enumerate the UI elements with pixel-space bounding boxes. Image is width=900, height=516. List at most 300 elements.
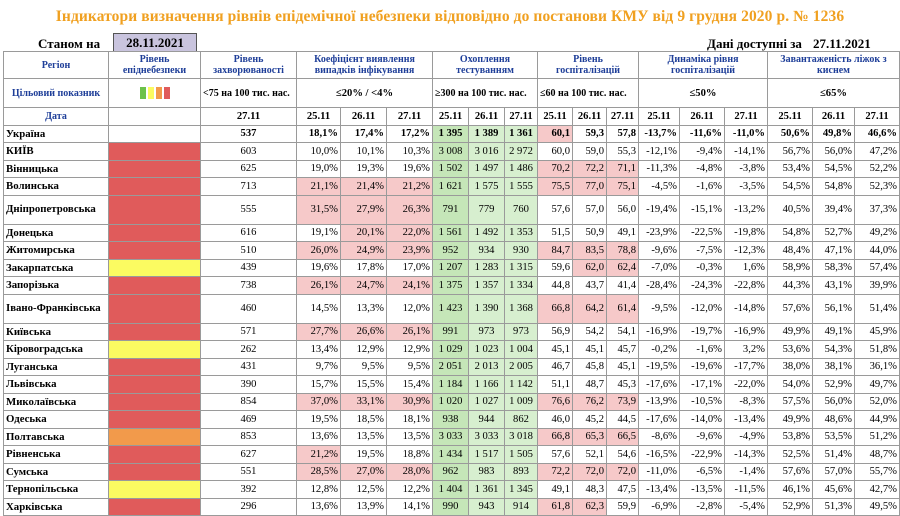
testing-value: 973 (505, 323, 538, 341)
hosp-value: 72,0 (573, 463, 607, 481)
region-name: КИЇВ (4, 143, 109, 161)
level-swatch-orange (156, 87, 162, 99)
detection-value: 26,1% (297, 277, 341, 295)
hosp-dyn-value: -13,4% (639, 481, 680, 499)
level-swatch-green (140, 87, 146, 99)
morbidity-value: 469 (201, 411, 297, 429)
hosp-value: 50,9 (573, 224, 607, 242)
level-cell (109, 376, 201, 394)
date-hosp-2: 26.11 (573, 108, 607, 126)
detection-value: 21,2% (387, 178, 433, 196)
detection-value: 26,0% (297, 242, 341, 260)
morbidity-value: 431 (201, 358, 297, 376)
available-date: 27.11.2021 (813, 36, 871, 51)
detection-value: 12,9% (387, 341, 433, 359)
hosp-dyn-value: -23,9% (639, 224, 680, 242)
testing-value: 1 575 (469, 178, 505, 196)
available-label: Дані доступні за (707, 36, 802, 51)
testing-value: 1 004 (505, 341, 538, 359)
testing-value: 1 361 (505, 125, 538, 143)
target-label: Цільовий показник (4, 79, 109, 108)
level-cell (109, 323, 201, 341)
hosp-dyn-value: -19,8% (725, 224, 768, 242)
hosp-value: 62,3 (573, 498, 607, 516)
hosp-value: 52,1 (573, 446, 607, 464)
date-test-3: 27.11 (505, 108, 538, 126)
table-row (4, 393, 900, 411)
testing-value: 1 009 (505, 393, 538, 411)
detection-value: 13,6% (297, 428, 341, 446)
hosp-dyn-value: -16,9% (725, 323, 768, 341)
oxygen-value: 51,2% (855, 428, 900, 446)
testing-value: 1 353 (505, 224, 538, 242)
region-name: Одеська (4, 411, 109, 429)
testing-value: 1 497 (469, 160, 505, 178)
detection-value: 30,9% (387, 393, 433, 411)
level-cell (109, 481, 201, 499)
oxygen-value: 58,3% (813, 259, 855, 277)
oxygen-value: 48,7% (855, 446, 900, 464)
hosp-value: 45,1 (538, 341, 573, 359)
hosp-value: 59,6 (538, 259, 573, 277)
detection-value: 10,0% (297, 143, 341, 161)
testing-value: 3 016 (469, 143, 505, 161)
oxygen-value: 37,3% (855, 195, 900, 224)
oxygen-value: 51,4% (855, 294, 900, 323)
oxygen-value: 56,0% (813, 393, 855, 411)
testing-value: 1 404 (433, 481, 469, 499)
oxygen-value: 54,8% (813, 178, 855, 196)
table-row (4, 498, 900, 516)
testing-value: 930 (505, 242, 538, 260)
detection-value: 9,7% (297, 358, 341, 376)
hosp-value: 44,5 (607, 411, 639, 429)
table-row (4, 160, 900, 178)
date-test-1: 25.11 (433, 108, 469, 126)
level-cell (109, 125, 201, 143)
detection-value: 15,7% (297, 376, 341, 394)
hosp-value: 45,1 (573, 341, 607, 359)
target-testing: ≥300 на 100 тис. нас. (433, 79, 538, 108)
region-name: Волинська (4, 178, 109, 196)
table-row (4, 463, 900, 481)
level-swatch-yellow (148, 87, 154, 99)
hosp-value: 56,0 (607, 195, 639, 224)
detection-value: 13,5% (341, 428, 387, 446)
hosp-value: 54,1 (607, 323, 639, 341)
oxygen-value: 46,1% (768, 481, 813, 499)
table-row (4, 242, 900, 260)
hosp-value: 49,1 (538, 481, 573, 499)
region-name: Рівненська (4, 446, 109, 464)
level-cell (109, 393, 201, 411)
hosp-dyn-value: -22,8% (725, 277, 768, 295)
testing-value: 1 023 (469, 341, 505, 359)
detection-value: 9,5% (341, 358, 387, 376)
detection-value: 10,3% (387, 143, 433, 161)
testing-value: 3 018 (505, 428, 538, 446)
region-name: Вінницька (4, 160, 109, 178)
morbidity-value: 625 (201, 160, 297, 178)
table-row (4, 481, 900, 499)
hosp-dyn-value: -1,6% (680, 178, 725, 196)
oxygen-value: 48,4% (768, 242, 813, 260)
hosp-value: 66,8 (538, 428, 573, 446)
oxygen-value: 49,1% (813, 323, 855, 341)
hosp-dyn-value: -11,3% (639, 160, 680, 178)
level-swatch-red (164, 87, 170, 99)
oxygen-value: 52,3% (855, 178, 900, 196)
region-name: Тернопільська (4, 481, 109, 499)
hosp-value: 45,1 (607, 358, 639, 376)
testing-value: 1 345 (505, 481, 538, 499)
oxygen-value: 57,4% (855, 259, 900, 277)
testing-value: 1 184 (433, 376, 469, 394)
testing-value: 952 (433, 242, 469, 260)
hosp-dyn-value: -9,6% (680, 428, 725, 446)
oxygen-value: 55,7% (855, 463, 900, 481)
hosp-dyn-value: -22,0% (725, 376, 768, 394)
detection-value: 12,8% (297, 481, 341, 499)
testing-value: 1 334 (505, 277, 538, 295)
hosp-dyn-value: -13,2% (725, 195, 768, 224)
hosp-dyn-value: -9,6% (639, 242, 680, 260)
date-dyn-3: 27.11 (725, 108, 768, 126)
oxygen-value: 56,1% (813, 294, 855, 323)
hosp-value: 49,1 (607, 224, 639, 242)
testing-value: 1 029 (433, 341, 469, 359)
morbidity-value: 571 (201, 323, 297, 341)
testing-value: 1 361 (469, 481, 505, 499)
hosp-value: 45,2 (573, 411, 607, 429)
morbidity-value: 854 (201, 393, 297, 411)
oxygen-value: 42,7% (855, 481, 900, 499)
oxygen-value: 48,6% (813, 411, 855, 429)
oxygen-value: 51,3% (813, 498, 855, 516)
hosp-dyn-value: -22,5% (680, 224, 725, 242)
oxygen-value: 45,6% (813, 481, 855, 499)
hosp-dyn-value: -11,0% (639, 463, 680, 481)
testing-value: 943 (469, 498, 505, 516)
hosp-value: 46,7 (538, 358, 573, 376)
hosp-dyn-value: -1,6% (680, 341, 725, 359)
detection-value: 17,2% (387, 125, 433, 143)
testing-value: 1 020 (433, 393, 469, 411)
table-row (4, 178, 900, 196)
oxygen-value: 52,9% (813, 376, 855, 394)
header-morbidity: Рівень захворюваності (201, 52, 297, 79)
date-dyn-1: 25.11 (639, 108, 680, 126)
hosp-value: 84,7 (538, 242, 573, 260)
level-cell (109, 224, 201, 242)
testing-value: 2 972 (505, 143, 538, 161)
oxygen-value: 47,2% (855, 143, 900, 161)
detection-value: 19,0% (297, 160, 341, 178)
hosp-value: 61,4 (607, 294, 639, 323)
hosp-dyn-value: -16,9% (639, 323, 680, 341)
testing-value: 962 (433, 463, 469, 481)
detection-value: 13,4% (297, 341, 341, 359)
testing-value: 1 555 (505, 178, 538, 196)
testing-value: 934 (469, 242, 505, 260)
hosp-dyn-value: -8,3% (725, 393, 768, 411)
level-cell (109, 259, 201, 277)
level-cell (109, 498, 201, 516)
hosp-value: 46,0 (538, 411, 573, 429)
detection-value: 21,4% (341, 178, 387, 196)
morbidity-value: 713 (201, 178, 297, 196)
testing-value: 1 502 (433, 160, 469, 178)
hosp-dyn-value: -14,8% (725, 294, 768, 323)
detection-value: 17,0% (387, 259, 433, 277)
oxygen-value: 44,3% (768, 277, 813, 295)
testing-value: 3 033 (469, 428, 505, 446)
header-hosp: Рівень госпіталізацій (538, 52, 639, 79)
detection-value: 10,1% (341, 143, 387, 161)
level-legend (109, 79, 201, 108)
hosp-value: 77,0 (573, 178, 607, 196)
level-cell (109, 160, 201, 178)
oxygen-value: 54,3% (813, 341, 855, 359)
hosp-value: 57,6 (538, 446, 573, 464)
oxygen-value: 39,4% (813, 195, 855, 224)
morbidity-value: 262 (201, 341, 297, 359)
testing-value: 944 (469, 411, 505, 429)
detection-value: 13,3% (341, 294, 387, 323)
oxygen-value: 52,2% (855, 160, 900, 178)
hosp-dyn-value: -19,4% (639, 195, 680, 224)
testing-value: 791 (433, 195, 469, 224)
header-oxygen: Завантаженість ліжок з киснем (768, 52, 900, 79)
hosp-dyn-value: -9,5% (639, 294, 680, 323)
level-cell (109, 411, 201, 429)
level-cell (109, 428, 201, 446)
oxygen-value: 47,1% (813, 242, 855, 260)
indicator-table (3, 51, 900, 516)
detection-value: 14,1% (387, 498, 433, 516)
detection-value: 33,1% (341, 393, 387, 411)
header-testing: Охоплення тестуванням (433, 52, 538, 79)
detection-value: 24,1% (387, 277, 433, 295)
hosp-value: 54,6 (607, 446, 639, 464)
level-cell (109, 195, 201, 224)
oxygen-value: 49,8% (813, 125, 855, 143)
detection-value: 26,1% (387, 323, 433, 341)
oxygen-value: 36,1% (855, 358, 900, 376)
as-of-label: Станом на (38, 36, 101, 51)
hosp-value: 57,6 (538, 195, 573, 224)
hosp-dyn-value: -17,7% (725, 358, 768, 376)
region-name: Луганська (4, 358, 109, 376)
target-oxygen: ≤65% (768, 79, 900, 108)
hosp-dyn-value: -13,5% (680, 481, 725, 499)
oxygen-value: 54,8% (768, 224, 813, 242)
region-name: Житомирська (4, 242, 109, 260)
detection-value: 28,5% (297, 463, 341, 481)
detection-value: 13,9% (341, 498, 387, 516)
hosp-value: 51,1 (538, 376, 573, 394)
hosp-value: 75,1 (607, 178, 639, 196)
hosp-value: 73,9 (607, 393, 639, 411)
testing-value: 1 395 (433, 125, 469, 143)
date-oxy-3: 27.11 (855, 108, 900, 126)
date-oxy-1: 25.11 (768, 108, 813, 126)
testing-value: 938 (433, 411, 469, 429)
detection-value: 28,0% (387, 463, 433, 481)
detection-value: 18,1% (387, 411, 433, 429)
level-cell (109, 143, 201, 161)
oxygen-value: 44,0% (855, 242, 900, 260)
oxygen-value: 45,9% (855, 323, 900, 341)
header-hosp-dyn: Динаміка рівня госпіталізацій (639, 52, 768, 79)
date-det-3: 27.11 (387, 108, 433, 126)
level-cell (109, 463, 201, 481)
hosp-value: 76,6 (538, 393, 573, 411)
detection-value: 24,9% (341, 242, 387, 260)
oxygen-value: 49,2% (855, 224, 900, 242)
hosp-dyn-value: -11,5% (725, 481, 768, 499)
detection-value: 26,6% (341, 323, 387, 341)
table-row (4, 428, 900, 446)
hosp-dyn-value: -14,0% (680, 411, 725, 429)
region-name: Дніпропетровська (4, 195, 109, 224)
hosp-dyn-value: -6,5% (680, 463, 725, 481)
hosp-value: 41,4 (607, 277, 639, 295)
hosp-dyn-value: -4,5% (639, 178, 680, 196)
hosp-dyn-value: -14,1% (725, 143, 768, 161)
detection-value: 18,1% (297, 125, 341, 143)
testing-value: 2 013 (469, 358, 505, 376)
testing-value: 1 283 (469, 259, 505, 277)
hosp-value: 65,3 (573, 428, 607, 446)
oxygen-value: 57,5% (768, 393, 813, 411)
morbidity-value: 460 (201, 294, 297, 323)
detection-value: 23,9% (387, 242, 433, 260)
hosp-dyn-value: -12,3% (725, 242, 768, 260)
target-detection: ≤20% / <4% (297, 79, 433, 108)
hosp-value: 66,5 (607, 428, 639, 446)
hosp-value: 70,2 (538, 160, 573, 178)
region-name: Україна (4, 125, 109, 143)
region-name: Харківська (4, 498, 109, 516)
testing-value: 3 008 (433, 143, 469, 161)
oxygen-value: 50,6% (768, 125, 813, 143)
hosp-value: 78,8 (607, 242, 639, 260)
hosp-value: 71,1 (607, 160, 639, 178)
table-row (4, 341, 900, 359)
date-hosp-3: 27.11 (607, 108, 639, 126)
date-test-2: 26.11 (469, 108, 505, 126)
morbidity-value: 603 (201, 143, 297, 161)
oxygen-value: 53,4% (768, 160, 813, 178)
hosp-value: 45,7 (607, 341, 639, 359)
detection-value: 15,5% (341, 376, 387, 394)
oxygen-value: 54,5% (768, 178, 813, 196)
region-name: Запорізька (4, 277, 109, 295)
region-name: Київська (4, 323, 109, 341)
detection-value: 12,9% (341, 341, 387, 359)
detection-value: 12,2% (387, 481, 433, 499)
hosp-dyn-value: -12,0% (680, 294, 725, 323)
oxygen-value: 56,0% (813, 143, 855, 161)
hosp-dyn-value: -2,8% (680, 498, 725, 516)
date-oxy-2: 26.11 (813, 108, 855, 126)
region-name: Донецька (4, 224, 109, 242)
oxygen-value: 49,9% (768, 323, 813, 341)
header-detection: Коефіцієнт виявлення випадків інфікування (297, 52, 433, 79)
detection-value: 26,3% (387, 195, 433, 224)
oxygen-value: 52,9% (768, 498, 813, 516)
hosp-dyn-value: -5,4% (725, 498, 768, 516)
target-hosp-dyn: ≤50% (639, 79, 768, 108)
oxygen-value: 38,0% (768, 358, 813, 376)
testing-value: 1 486 (505, 160, 538, 178)
hosp-dyn-value: -13,7% (639, 125, 680, 143)
table-row (4, 376, 900, 394)
hosp-value: 72,2 (538, 463, 573, 481)
testing-value: 3 033 (433, 428, 469, 446)
target-morbidity: <75 на 100 тис. нас. (201, 79, 297, 108)
hosp-value: 83,5 (573, 242, 607, 260)
detection-value: 27,0% (341, 463, 387, 481)
morbidity-value: 296 (201, 498, 297, 516)
hosp-dyn-value: 1,6% (725, 259, 768, 277)
detection-value: 27,9% (341, 195, 387, 224)
detection-value: 15,4% (387, 376, 433, 394)
morbidity-value: 510 (201, 242, 297, 260)
testing-value: 2 005 (505, 358, 538, 376)
hosp-value: 56,9 (538, 323, 573, 341)
hosp-dyn-value: -3,5% (725, 178, 768, 196)
morbidity-value: 392 (201, 481, 297, 499)
table-row (4, 195, 900, 224)
hosp-dyn-value: -19,6% (680, 358, 725, 376)
oxygen-value: 53,6% (768, 341, 813, 359)
testing-value: 1 357 (469, 277, 505, 295)
oxygen-value: 49,5% (855, 498, 900, 516)
date-det-1: 25.11 (297, 108, 341, 126)
hosp-value: 55,3 (607, 143, 639, 161)
testing-value: 1 517 (469, 446, 505, 464)
hosp-dyn-value: -4,8% (680, 160, 725, 178)
hosp-dyn-value: 3,2% (725, 341, 768, 359)
date-dyn-2: 26.11 (680, 108, 725, 126)
oxygen-value: 56,7% (768, 143, 813, 161)
hosp-dyn-value: -13,4% (725, 411, 768, 429)
oxygen-value: 57,0% (813, 463, 855, 481)
hosp-dyn-value: -6,9% (639, 498, 680, 516)
date-morbidity: 27.11 (201, 108, 297, 126)
hosp-dyn-value: -17,6% (639, 411, 680, 429)
oxygen-value: 49,9% (768, 411, 813, 429)
page-title: Індикатори визначення рівнів епідемічної небезпеки відповідно до постанови КМУ від 9 грудня 2020 р. № 1236 (55, 8, 845, 25)
region-name: Івано-Франківська (4, 294, 109, 323)
table-row (4, 323, 900, 341)
hosp-value: 57,8 (607, 125, 639, 143)
oxygen-value: 49,7% (855, 376, 900, 394)
testing-value: 1 505 (505, 446, 538, 464)
oxygen-value: 53,8% (768, 428, 813, 446)
testing-value: 973 (469, 323, 505, 341)
testing-value: 1 142 (505, 376, 538, 394)
testing-value: 991 (433, 323, 469, 341)
hosp-value: 62,0 (573, 259, 607, 277)
morbidity-value: 616 (201, 224, 297, 242)
hosp-dyn-value: -17,6% (639, 376, 680, 394)
hosp-dyn-value: -9,4% (680, 143, 725, 161)
region-name: Кіровоградська (4, 341, 109, 359)
morbidity-value: 853 (201, 428, 297, 446)
